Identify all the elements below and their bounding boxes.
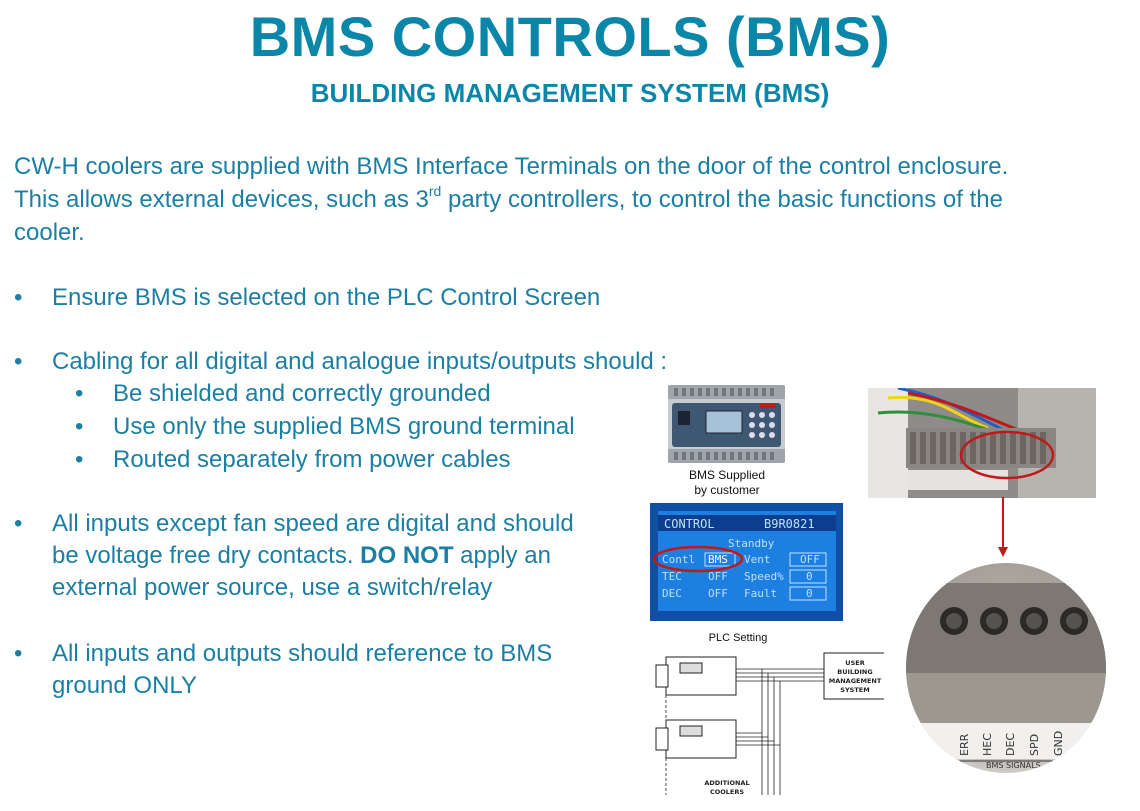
bullet-item-bms-selected: [14, 282, 601, 314]
intro-line-2: [14, 183, 1136, 216]
bms-controller-photo: [668, 385, 785, 463]
wiring-diagram: [652, 645, 884, 805]
controller-illustration: [668, 385, 785, 463]
bullet-text: Ensure BMS is selected on the PLC Control Screen: [52, 284, 601, 311]
plc-header-right: B9R0821: [764, 517, 815, 531]
plc-row1-value: BMS: [708, 553, 728, 566]
intro-line-2-rest: party controllers, to control the basic functions of the: [441, 186, 1003, 213]
plc-row2-value2: 0: [806, 570, 813, 583]
terminal-label-hec: HEC: [981, 733, 994, 756]
terminal-illustration: [868, 388, 1096, 498]
plc-row3-label: DEC: [662, 587, 682, 600]
terminal-label-dec: DEC: [1004, 732, 1017, 756]
intro-paragraph: [14, 150, 1136, 249]
bullet-item-cabling: [14, 346, 668, 378]
bullet-dot: •: [14, 640, 23, 667]
bullet-text-line-2: [52, 540, 574, 572]
intro-line-3: cooler.: [14, 219, 85, 246]
diagram-box-line-1: USER: [845, 659, 865, 667]
device-caption-line-2: by customer: [694, 483, 760, 497]
zoom-illustration: [906, 563, 1106, 773]
bullet-dot: •: [75, 446, 84, 473]
plc-row1-value2: OFF: [800, 553, 820, 566]
diagram-title: PLC Setting: [708, 632, 768, 644]
intro-superscript: rd: [428, 183, 442, 199]
bullet-item-bms-ground: [14, 638, 553, 702]
plc-screen-photo: [650, 503, 843, 621]
bullet-text: Be shielded and correctly grounded: [113, 380, 491, 407]
bullet-text: Cabling for all digital and analogue inputs/outputs should :: [52, 348, 668, 375]
plc-row3-label2: Fault: [744, 587, 778, 600]
plc-row2-value: OFF: [708, 570, 728, 583]
wiring-illustration: [652, 645, 884, 805]
diagram-footer-line-2: COOLERS: [709, 788, 745, 796]
diagram-box-line-4: SYSTEM: [840, 686, 870, 694]
device-caption-line-1: BMS Supplied: [688, 468, 766, 482]
diagram-footer-line-1: ADDITIONAL: [704, 779, 750, 787]
sub-bullet-shielded: [75, 378, 491, 410]
terminal-block-photo: [868, 388, 1096, 498]
bullet-dot: •: [14, 510, 23, 537]
diagram-box-line-3: MANAGEMENT: [828, 677, 882, 685]
plc-header-left: CONTROL: [664, 517, 715, 531]
intro-line-1: CW-H coolers are supplied with BMS Interface Terminals on the door of the control enclosure.: [14, 153, 1009, 180]
bullet-text: All inputs except fan speed are digital and should: [52, 510, 574, 537]
plc-row3-value2: 0: [806, 587, 813, 600]
plc-row1-label: Contl: [662, 553, 696, 566]
terminal-caption: BMS SIGNALS: [986, 761, 1041, 770]
bullet-dot: •: [75, 413, 84, 440]
plc-screen-illustration: [650, 503, 843, 621]
plc-row2-label: TEC: [662, 570, 682, 583]
device-caption: [666, 468, 788, 498]
sub-bullet-routed: [75, 444, 511, 476]
bullet-item-digital-inputs: [14, 508, 574, 604]
plc-status: Standby: [728, 537, 775, 550]
page-subtitle: BUILDING MANAGEMENT SYSTEM (BMS): [310, 78, 830, 108]
plc-row2-label2: Speed%: [744, 570, 784, 583]
bullet-text: Routed separately from power cables: [113, 446, 511, 473]
page-title: BMS CONTROLS (BMS): [249, 5, 891, 68]
bullet-text-line-3: external power source, use a switch/relay: [52, 574, 493, 601]
zoom-arrow-icon: [995, 495, 1011, 559]
sub-bullet-ground-terminal: [75, 411, 575, 443]
bullet-text-bold: DO NOT: [360, 542, 454, 569]
bullet-dot: •: [14, 284, 23, 311]
plc-row3-value: OFF: [708, 587, 728, 600]
intro-line-2-text: This allows external devices, such as 3: [14, 186, 429, 213]
bullet-text-line-2: ground ONLY: [52, 672, 197, 699]
bullet-text: All inputs and outputs should reference to BMS: [52, 640, 553, 667]
bullet-text: Use only the supplied BMS ground terminal: [113, 413, 575, 440]
bullet-text-post: apply an: [460, 542, 551, 569]
terminal-label-gnd: GND: [1052, 730, 1065, 756]
bullet-text-pre: be voltage free dry contacts.: [52, 542, 354, 569]
terminal-label-err: ERR: [958, 733, 971, 756]
terminal-label-spd: SPD: [1028, 733, 1041, 756]
plc-row1-label2: Vent: [744, 553, 771, 566]
bullet-dot: •: [14, 348, 23, 375]
diagram-box-line-2: BUILDING: [837, 668, 873, 676]
terminal-zoom-photo: [906, 563, 1106, 773]
bullet-dot: •: [75, 380, 84, 407]
